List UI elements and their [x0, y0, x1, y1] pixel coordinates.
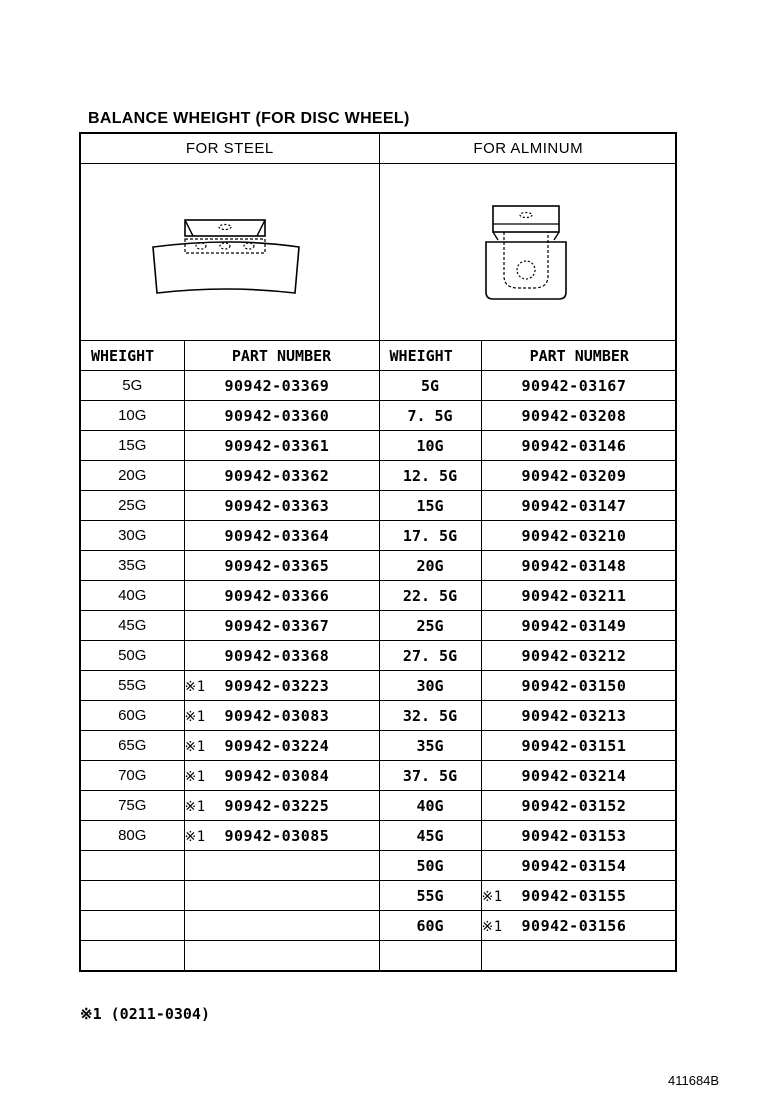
aluminum-part-number-cell: [481, 611, 677, 641]
aluminum-part-number: 90942-03209: [521, 466, 627, 485]
aluminum-part-number-cell: [481, 701, 677, 731]
table-row: [81, 551, 677, 581]
aluminum-part-number: 90942-03151: [521, 736, 627, 755]
steel-part-number-cell: [184, 671, 379, 701]
aluminum-part-number-cell: [481, 761, 677, 791]
steel-weight: 10G: [118, 407, 147, 424]
aluminum-balance-weight-illustration: [478, 204, 578, 304]
aluminum-part-number: 90942-03155: [521, 886, 627, 905]
aluminum-weight: 32. 5G: [402, 706, 458, 725]
aluminum-weight: 50G: [416, 856, 444, 875]
aluminum-weight-cell: [379, 671, 481, 701]
steel-weight: 80G: [118, 827, 147, 844]
aluminum-weight-cell: [379, 611, 481, 641]
steel-weight-cell: [81, 611, 184, 641]
steel-weight: 15G: [118, 437, 147, 454]
steel-weight-cell: [81, 731, 184, 761]
table-row: [81, 791, 677, 821]
aluminum-part-number-cell: [481, 431, 677, 461]
aluminum-part-number-cell: [481, 911, 677, 941]
balance-weight-table: [79, 132, 677, 972]
aluminum-weight-cell: [379, 701, 481, 731]
steel-part-number: 90942-03368: [224, 646, 330, 665]
aluminum-part-number-cell: [481, 521, 677, 551]
page-title: BALANCE WHEIGHT (FOR DISC WHEEL): [88, 110, 410, 127]
steel-weight-cell: [81, 521, 184, 551]
aluminum-part-number: 90942-03146: [521, 436, 627, 455]
aluminum-weight: 37. 5G: [402, 766, 458, 785]
steel-note-mark: ※1: [184, 828, 206, 845]
steel-weight: 40G: [118, 587, 147, 604]
steel-weight-cell: [81, 641, 184, 671]
steel-weight: 20G: [118, 467, 147, 484]
steel-part-number-cell: [184, 911, 379, 941]
aluminum-weight-cell: [379, 851, 481, 881]
table-row: [81, 851, 677, 881]
steel-part-number: 90942-03367: [224, 616, 330, 635]
aluminum-part-number: 90942-03214: [521, 766, 627, 785]
steel-part-number-cell: [184, 881, 379, 911]
aluminum-weight-illustration-cell: [379, 164, 677, 341]
aluminum-part-number: 90942-03211: [521, 586, 627, 605]
aluminum-weight-cell: [379, 521, 481, 551]
steel-weight-cell: [81, 551, 184, 581]
aluminum-weight: 35G: [416, 736, 444, 755]
steel-header: FOR STEEL: [81, 134, 379, 164]
steel-weight-cell: [81, 881, 184, 911]
footnote: ※1 (0211-0304): [80, 1005, 210, 1023]
table-row: [81, 731, 677, 761]
steel-weight: 45G: [118, 617, 147, 634]
table-row: [81, 941, 677, 971]
aluminum-weight: 55G: [416, 886, 444, 905]
steel-balance-weight-illustration: [145, 215, 315, 295]
table-row: [81, 371, 677, 401]
steel-weight: 75G: [118, 797, 147, 814]
aluminum-note-mark: ※1: [481, 918, 503, 935]
aluminum-weight: 25G: [416, 616, 444, 635]
steel-part-number-cell: [184, 401, 379, 431]
steel-weight-cell: [81, 431, 184, 461]
steel-part-number: 90942-03369: [224, 376, 330, 395]
steel-weight-cell: [81, 821, 184, 851]
aluminum-part-number: 90942-03210: [521, 526, 627, 545]
steel-part-number-cell: [184, 551, 379, 581]
steel-part-number: 90942-03083: [224, 706, 330, 725]
steel-part-number: 90942-03366: [224, 586, 330, 605]
aluminum-weight-column-header: WHEIGHT: [379, 341, 481, 371]
steel-weight-cell: [81, 791, 184, 821]
steel-weight-cell: [81, 401, 184, 431]
steel-part-number-cell: [184, 941, 379, 971]
aluminum-part-number-cell: [481, 881, 677, 911]
aluminum-weight-cell: [379, 581, 481, 611]
steel-weight-cell: [81, 671, 184, 701]
aluminum-part-number: 90942-03167: [521, 376, 627, 395]
table-row: [81, 521, 677, 551]
aluminum-part-number: 90942-03148: [521, 556, 627, 575]
aluminum-weight: 15G: [416, 496, 444, 515]
steel-part-number: 90942-03362: [224, 466, 330, 485]
steel-part-number-cell: [184, 821, 379, 851]
steel-weight-cell: [81, 911, 184, 941]
steel-weight: 5G: [122, 377, 143, 394]
table-row: [81, 431, 677, 461]
steel-part-number-cell: [184, 461, 379, 491]
table-row: [81, 401, 677, 431]
steel-part-number-cell: [184, 701, 379, 731]
aluminum-weight-cell: [379, 551, 481, 581]
aluminum-weight: 27. 5G: [402, 646, 458, 665]
aluminum-note-mark: ※1: [481, 888, 503, 905]
steel-note-mark: ※1: [184, 798, 206, 815]
aluminum-part-number: 90942-03208: [521, 406, 627, 425]
steel-part-number: 90942-03085: [224, 826, 330, 845]
steel-weight-illustration-cell: [81, 164, 379, 341]
aluminum-weight-cell: [379, 821, 481, 851]
steel-part-number-cell: [184, 851, 379, 881]
aluminum-weight: 5G: [420, 376, 440, 395]
aluminum-weight: 45G: [416, 826, 444, 845]
aluminum-header: FOR ALMINUM: [379, 134, 677, 164]
aluminum-part-number-cell: [481, 401, 677, 431]
aluminum-weight-cell: [379, 791, 481, 821]
table-row: [81, 821, 677, 851]
steel-part-number-column-header: PART NUMBER: [184, 341, 379, 371]
steel-part-number-cell: [184, 431, 379, 461]
steel-part-number: 90942-03084: [224, 766, 330, 785]
aluminum-part-number: 90942-03213: [521, 706, 627, 725]
aluminum-weight-cell: [379, 641, 481, 671]
aluminum-part-number-cell: [481, 551, 677, 581]
steel-weight: 30G: [118, 527, 147, 544]
table-row: [81, 641, 677, 671]
steel-weight: 25G: [118, 497, 147, 514]
table-row: [81, 611, 677, 641]
steel-part-number: 90942-03224: [224, 736, 330, 755]
steel-weight-cell: [81, 851, 184, 881]
aluminum-part-number: 90942-03147: [521, 496, 627, 515]
steel-part-number-cell: [184, 371, 379, 401]
table-row: [81, 701, 677, 731]
aluminum-weight: 12. 5G: [402, 466, 458, 485]
steel-weight-cell: [81, 371, 184, 401]
aluminum-part-number: 90942-03152: [521, 796, 627, 815]
aluminum-part-number: 90942-03212: [521, 646, 627, 665]
steel-part-number: 90942-03361: [224, 436, 330, 455]
aluminum-part-number-cell: [481, 581, 677, 611]
aluminum-part-number: 90942-03154: [521, 856, 627, 875]
steel-weight: 35G: [118, 557, 147, 574]
aluminum-part-number-cell: [481, 641, 677, 671]
aluminum-part-number-column-header: PART NUMBER: [481, 341, 677, 371]
table-row: [81, 461, 677, 491]
steel-weight: 60G: [118, 707, 147, 724]
steel-weight-cell: [81, 491, 184, 521]
aluminum-weight: 10G: [416, 436, 444, 455]
table-row: [81, 671, 677, 701]
steel-note-mark: ※1: [184, 678, 206, 695]
steel-part-number: 90942-03363: [224, 496, 330, 515]
steel-part-number: 90942-03223: [224, 676, 330, 695]
aluminum-weight-cell: [379, 911, 481, 941]
aluminum-part-number-cell: [481, 491, 677, 521]
steel-part-number: 90942-03360: [224, 406, 330, 425]
aluminum-part-number-cell: [481, 821, 677, 851]
steel-weight: 55G: [118, 677, 147, 694]
steel-note-mark: ※1: [184, 738, 206, 755]
steel-part-number-cell: [184, 731, 379, 761]
aluminum-weight: 40G: [416, 796, 444, 815]
illustration-code: 411684B: [668, 1073, 720, 1088]
steel-weight: 70G: [118, 767, 147, 784]
aluminum-part-number-cell: [481, 671, 677, 701]
table-row: [81, 581, 677, 611]
aluminum-weight-cell: [379, 371, 481, 401]
steel-part-number-cell: [184, 791, 379, 821]
steel-weight-cell: [81, 581, 184, 611]
steel-part-number-cell: [184, 521, 379, 551]
steel-part-number: 90942-03365: [224, 556, 330, 575]
aluminum-part-number: 90942-03156: [521, 916, 627, 935]
steel-weight-cell: [81, 701, 184, 731]
aluminum-weight-cell: [379, 731, 481, 761]
steel-part-number-cell: [184, 581, 379, 611]
aluminum-part-number-cell: [481, 941, 677, 971]
steel-weight: 50G: [118, 647, 147, 664]
aluminum-weight-cell: [379, 881, 481, 911]
steel-part-number-cell: [184, 611, 379, 641]
table-row: [81, 881, 677, 911]
table-row: [81, 491, 677, 521]
table-row: [81, 761, 677, 791]
steel-weight-cell: [81, 761, 184, 791]
aluminum-part-number-cell: [481, 461, 677, 491]
aluminum-weight-cell: [379, 461, 481, 491]
steel-weight: 65G: [118, 737, 147, 754]
steel-weight-column-header: WHEIGHT: [81, 341, 184, 371]
aluminum-part-number: 90942-03150: [521, 676, 627, 695]
aluminum-part-number: 90942-03153: [521, 826, 627, 845]
aluminum-part-number-cell: [481, 851, 677, 881]
aluminum-weight-cell: [379, 761, 481, 791]
aluminum-weight-cell: [379, 941, 481, 971]
steel-part-number-cell: [184, 641, 379, 671]
aluminum-part-number: 90942-03149: [521, 616, 627, 635]
steel-weight-cell: [81, 941, 184, 971]
steel-part-number: 90942-03225: [224, 796, 330, 815]
aluminum-weight: 30G: [416, 676, 444, 695]
aluminum-weight-cell: [379, 491, 481, 521]
steel-note-mark: ※1: [184, 708, 206, 725]
aluminum-weight: 20G: [416, 556, 444, 575]
steel-part-number-cell: [184, 491, 379, 521]
aluminum-part-number-cell: [481, 791, 677, 821]
aluminum-weight: 22. 5G: [402, 586, 458, 605]
steel-note-mark: ※1: [184, 768, 206, 785]
aluminum-weight-cell: [379, 401, 481, 431]
aluminum-weight: 7. 5G: [407, 406, 453, 425]
steel-part-number-cell: [184, 761, 379, 791]
aluminum-weight-cell: [379, 431, 481, 461]
aluminum-part-number-cell: [481, 371, 677, 401]
aluminum-part-number-cell: [481, 731, 677, 761]
table-row: [81, 911, 677, 941]
steel-weight-cell: [81, 461, 184, 491]
steel-part-number: 90942-03364: [224, 526, 330, 545]
aluminum-weight: 60G: [416, 916, 444, 935]
aluminum-weight: 17. 5G: [402, 526, 458, 545]
